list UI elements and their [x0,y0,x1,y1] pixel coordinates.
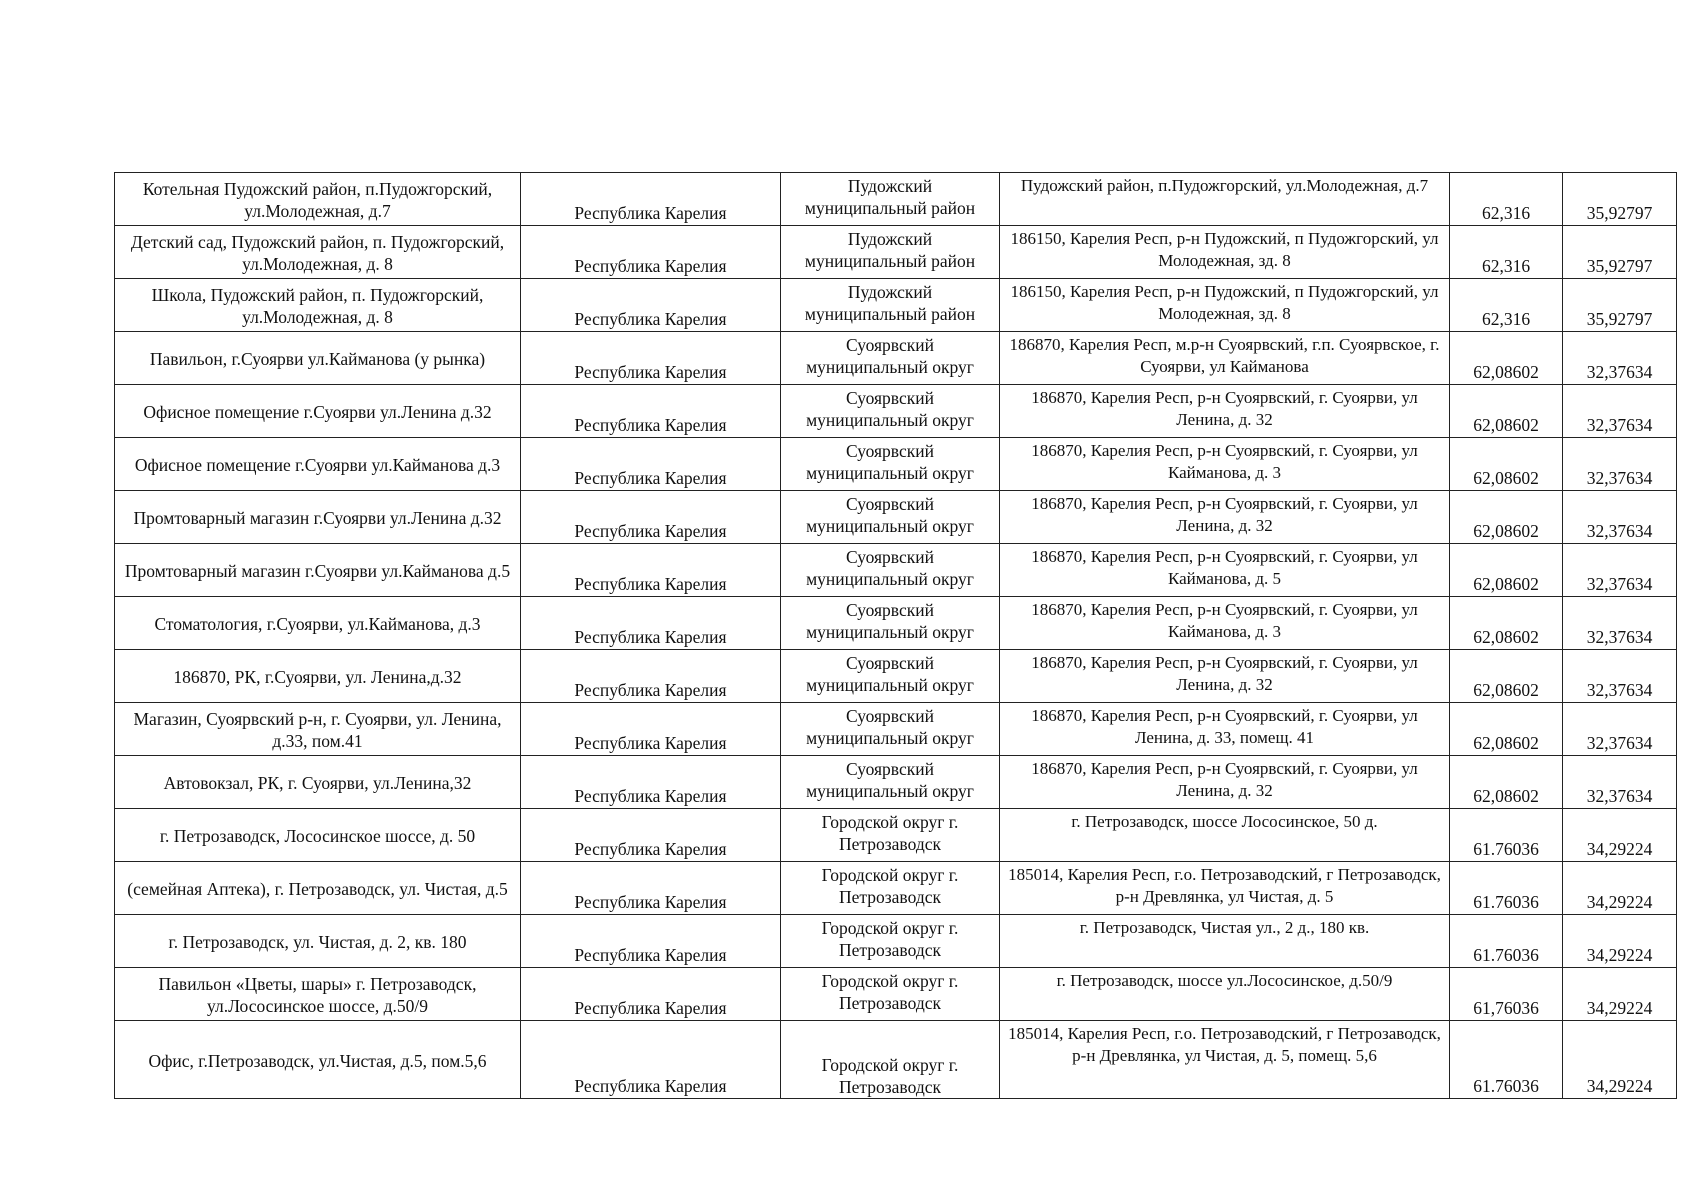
municipality-cell: Городской округ г. Петрозаводск [781,1021,1000,1099]
object-name-cell: Промтоварный магазин г.Суоярви ул.Кайманова д.5 [115,544,521,597]
table-row [115,915,1677,968]
address-cell: Пудожский район, п.Пудожгорский, ул.Молодежная, д.7 [1000,173,1450,226]
table-row [115,968,1677,1021]
address-cell: 186870, Карелия Респ, р-н Суоярвский, г. Суоярви, ул Ленина, д. 32 [1000,650,1450,703]
longitude-cell: 35,92797 [1563,226,1677,279]
longitude-cell: 32,37634 [1563,385,1677,438]
table-row [115,862,1677,915]
latitude-cell: 62,08602 [1450,385,1563,438]
latitude-cell: 62,08602 [1450,650,1563,703]
region-cell: Республика Карелия [521,809,781,862]
longitude-cell: 32,37634 [1563,332,1677,385]
municipality-cell: Суоярвский муниципальный округ [781,756,1000,809]
table-row [115,332,1677,385]
region-cell: Республика Карелия [521,968,781,1021]
region-cell: Республика Карелия [521,226,781,279]
longitude-cell: 34,29224 [1563,915,1677,968]
longitude-cell: 34,29224 [1563,809,1677,862]
table-row [115,756,1677,809]
latitude-cell: 62,316 [1450,226,1563,279]
municipality-cell: Пудожский муниципальный район [781,279,1000,332]
object-name-cell: Павильон «Цветы, шары» г. Петрозаводск, ул.Лососинское шоссе, д.50/9 [115,968,521,1021]
address-cell: 185014, Карелия Респ, г.о. Петрозаводский, г Петрозаводск, р-н Древлянка, ул Чистая, д. 5 [1000,862,1450,915]
address-cell: 186870, Карелия Респ, р-н Суоярвский, г. Суоярви, ул Кайманова, д. 3 [1000,438,1450,491]
table-row [115,809,1677,862]
table-row [115,491,1677,544]
table-row [115,544,1677,597]
latitude-cell: 61.76036 [1450,915,1563,968]
longitude-cell: 35,92797 [1563,173,1677,226]
municipality-cell: Городской округ г. Петрозаводск [781,809,1000,862]
object-name-cell: Котельная Пудожский район, п.Пудожгорский, ул.Молодежная, д.7 [115,173,521,226]
latitude-cell: 62,08602 [1450,332,1563,385]
longitude-cell: 32,37634 [1563,491,1677,544]
region-cell: Республика Карелия [521,385,781,438]
object-name-cell: Стоматология, г.Суоярви, ул.Кайманова, д.3 [115,597,521,650]
municipality-cell: Городской округ г. Петрозаводск [781,915,1000,968]
municipality-cell: Городской округ г. Петрозаводск [781,862,1000,915]
object-name-cell: Офис, г.Петрозаводск, ул.Чистая, д.5, пом.5,6 [115,1021,521,1099]
latitude-cell: 61.76036 [1450,1021,1563,1099]
address-cell: 186870, Карелия Респ, р-н Суоярвский, г. Суоярви, ул Ленина, д. 32 [1000,756,1450,809]
object-name-cell: Павильон, г.Суоярви ул.Кайманова (у рынка) [115,332,521,385]
object-name-cell: (семейная Аптека), г. Петрозаводск, ул. Чистая, д.5 [115,862,521,915]
address-cell: 186870, Карелия Респ, р-н Суоярвский, г. Суоярви, ул Ленина, д. 33, помещ. 41 [1000,703,1450,756]
latitude-cell: 62,08602 [1450,438,1563,491]
table-row [115,385,1677,438]
address-cell: 185014, Карелия Респ, г.о. Петрозаводский, г Петрозаводск, р-н Древлянка, ул Чистая, д. 5, помещ. 5,6 [1000,1021,1450,1099]
municipality-cell: Суоярвский муниципальный округ [781,332,1000,385]
address-cell: 186150, Карелия Респ, р-н Пудожский, п Пудожгорский, ул Молодежная, зд. 8 [1000,226,1450,279]
object-name-cell: Школа, Пудожский район, п. Пудожгорский, ул.Молодежная, д. 8 [115,279,521,332]
table-row [115,650,1677,703]
region-cell: Республика Карелия [521,1021,781,1099]
municipality-cell: Пудожский муниципальный район [781,226,1000,279]
municipality-cell: Суоярвский муниципальный округ [781,650,1000,703]
longitude-cell: 32,37634 [1563,650,1677,703]
address-cell: г. Петрозаводск, шоссе Лососинское, 50 д. [1000,809,1450,862]
table-row [115,226,1677,279]
object-name-cell: г. Петрозаводск, ул. Чистая, д. 2, кв. 180 [115,915,521,968]
object-name-cell: Офисное помещение г.Суоярви ул.Ленина д.32 [115,385,521,438]
object-name-cell: Промтоварный магазин г.Суоярви ул.Ленина д.32 [115,491,521,544]
table-row [115,173,1677,226]
longitude-cell: 34,29224 [1563,1021,1677,1099]
locations-table [114,172,1677,1099]
latitude-cell: 61,76036 [1450,968,1563,1021]
municipality-cell: Суоярвский муниципальный округ [781,438,1000,491]
latitude-cell: 62,316 [1450,173,1563,226]
municipality-cell: Суоярвский муниципальный округ [781,385,1000,438]
longitude-cell: 34,29224 [1563,968,1677,1021]
latitude-cell: 62,08602 [1450,597,1563,650]
region-cell: Республика Карелия [521,491,781,544]
object-name-cell: г. Петрозаводск, Лососинское шоссе, д. 50 [115,809,521,862]
object-name-cell: Автовокзал, РК, г. Суоярви, ул.Ленина,32 [115,756,521,809]
region-cell: Республика Карелия [521,915,781,968]
latitude-cell: 62,08602 [1450,491,1563,544]
municipality-cell: Суоярвский муниципальный округ [781,544,1000,597]
address-cell: 186870, Карелия Респ, м.р-н Суоярвский, г.п. Суоярвское, г. Суоярви, ул Кайманова [1000,332,1450,385]
table-row [115,279,1677,332]
region-cell: Республика Карелия [521,438,781,491]
latitude-cell: 61.76036 [1450,862,1563,915]
table-row [115,1021,1677,1099]
address-cell: г. Петрозаводск, шоссе ул.Лососинское, д.50/9 [1000,968,1450,1021]
address-cell: 186870, Карелия Респ, р-н Суоярвский, г. Суоярви, ул Кайманова, д. 3 [1000,597,1450,650]
table-row [115,597,1677,650]
address-cell: 186870, Карелия Респ, р-н Суоярвский, г. Суоярви, ул Ленина, д. 32 [1000,385,1450,438]
longitude-cell: 34,29224 [1563,862,1677,915]
table-row [115,703,1677,756]
municipality-cell: Суоярвский муниципальный округ [781,491,1000,544]
object-name-cell: 186870, РК, г.Суоярви, ул. Ленина,д.32 [115,650,521,703]
municipality-cell: Городской округ г. Петрозаводск [781,968,1000,1021]
longitude-cell: 32,37634 [1563,438,1677,491]
region-cell: Республика Карелия [521,650,781,703]
latitude-cell: 62,08602 [1450,756,1563,809]
longitude-cell: 32,37634 [1563,544,1677,597]
region-cell: Республика Карелия [521,173,781,226]
region-cell: Республика Карелия [521,544,781,597]
municipality-cell: Пудожский муниципальный район [781,173,1000,226]
longitude-cell: 32,37634 [1563,703,1677,756]
longitude-cell: 32,37634 [1563,756,1677,809]
address-cell: г. Петрозаводск, Чистая ул., 2 д., 180 кв. [1000,915,1450,968]
object-name-cell: Детский сад, Пудожский район, п. Пудожгорский, ул.Молодежная, д. 8 [115,226,521,279]
longitude-cell: 32,37634 [1563,597,1677,650]
latitude-cell: 62,08602 [1450,544,1563,597]
region-cell: Республика Карелия [521,279,781,332]
object-name-cell: Офисное помещение г.Суоярви ул.Кайманова д.3 [115,438,521,491]
address-cell: 186150, Карелия Респ, р-н Пудожский, п Пудожгорский, ул Молодежная, зд. 8 [1000,279,1450,332]
region-cell: Республика Карелия [521,597,781,650]
municipality-cell: Суоярвский муниципальный округ [781,703,1000,756]
region-cell: Республика Карелия [521,862,781,915]
region-cell: Республика Карелия [521,756,781,809]
region-cell: Республика Карелия [521,332,781,385]
object-name-cell: Магазин, Суоярвский р-н, г. Суоярви, ул. Ленина, д.33, пом.41 [115,703,521,756]
table-row [115,438,1677,491]
latitude-cell: 61.76036 [1450,809,1563,862]
municipality-cell: Суоярвский муниципальный округ [781,597,1000,650]
address-cell: 186870, Карелия Респ, р-н Суоярвский, г. Суоярви, ул Ленина, д. 32 [1000,491,1450,544]
region-cell: Республика Карелия [521,703,781,756]
latitude-cell: 62,08602 [1450,703,1563,756]
address-cell: 186870, Карелия Респ, р-н Суоярвский, г. Суоярви, ул Кайманова, д. 5 [1000,544,1450,597]
longitude-cell: 35,92797 [1563,279,1677,332]
latitude-cell: 62,316 [1450,279,1563,332]
